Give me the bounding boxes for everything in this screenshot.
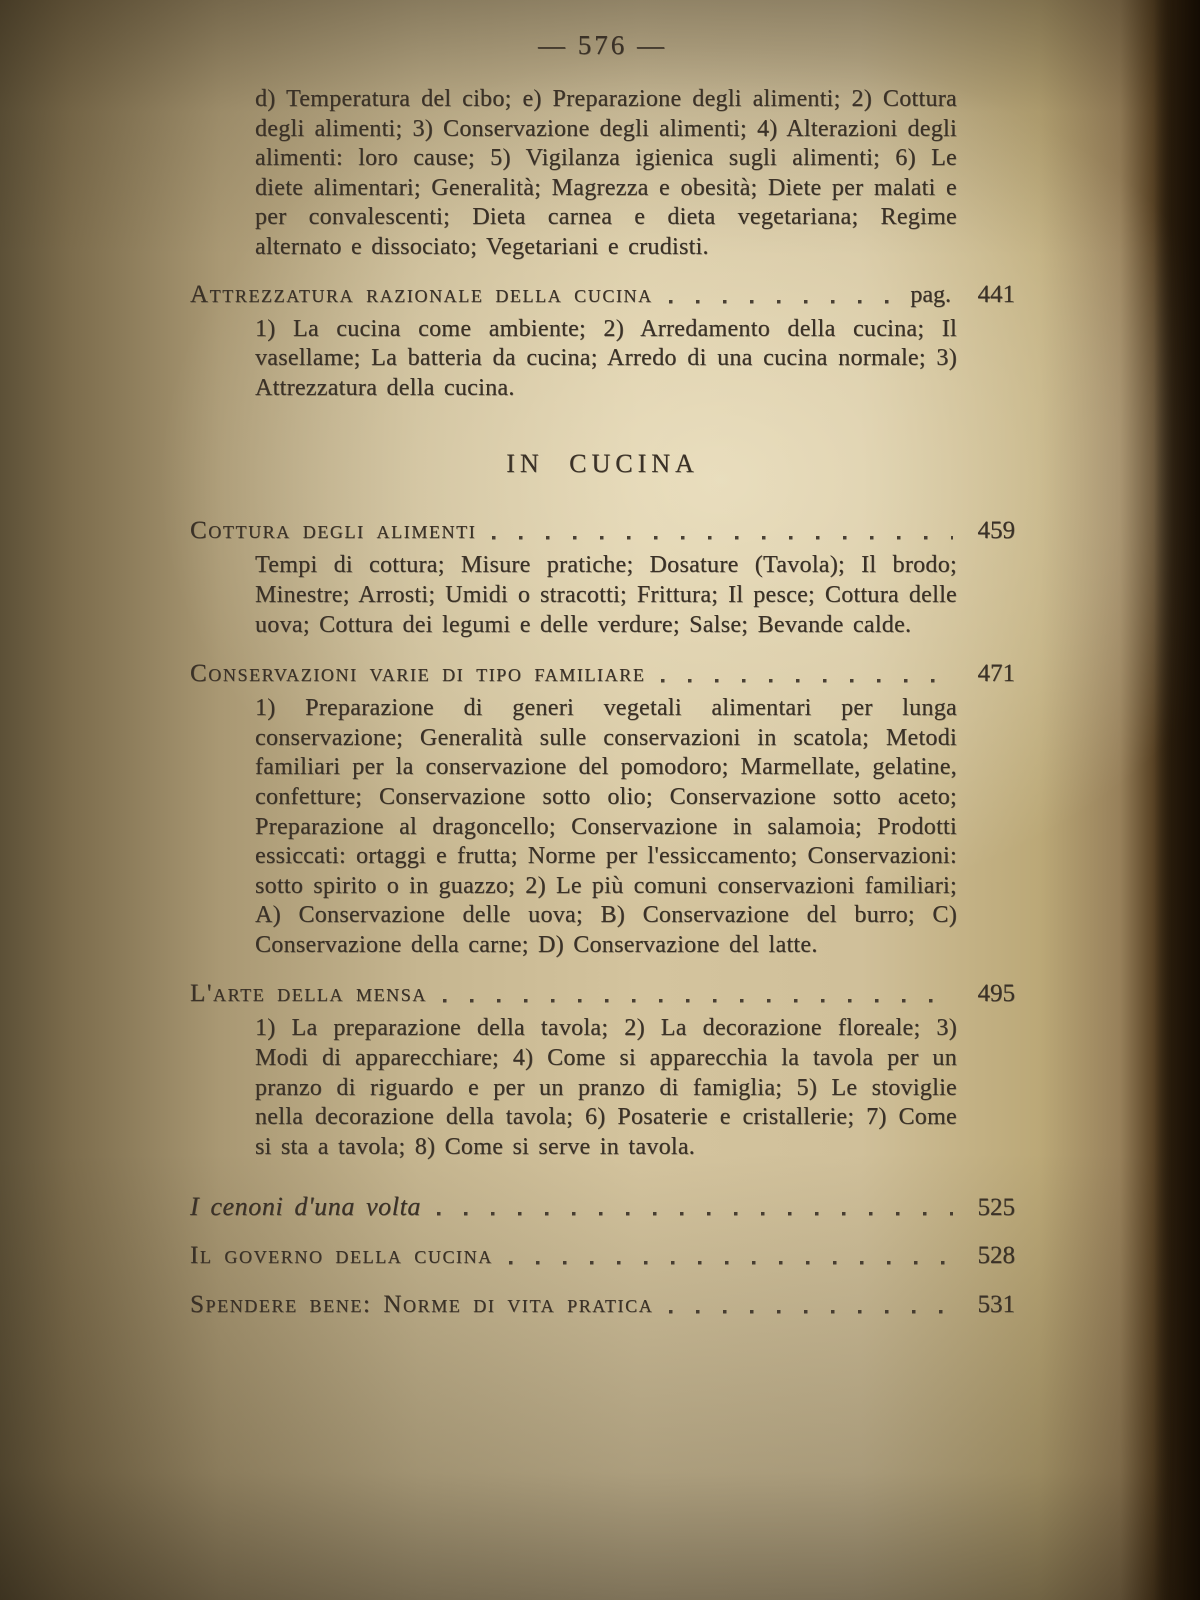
toc-entry-description: 1) Preparazione di generi vegetali alimentari per lunga conservazione; Generalità sulle conservazioni in scatola; Metodi familiari per la conservazione del pomodoro; Marmellate, gelatine, confetture; Conservazione sotto olio; Conservazione sotto aceto; Preparazione al dragoncello; Conservazione in salamoia; Prodotti essiccati: ortaggi e frutta; Norme per l'essiccamento; Conservazioni: sotto spirito o in guazzo; 2) Le più comuni conservazioni familiari; A) Conservazione delle uova; B) Conservazione del burro; C) Conservazione della carne; D) Conservazione del latte.: [255, 695, 957, 958]
toc-entry-line: [190, 517, 1015, 546]
toc-entry-page-number: 531: [977, 1291, 1015, 1319]
toc-entry-line: [190, 980, 1015, 1009]
toc-entry-title: Cottura degli alimenti: [190, 517, 477, 545]
leader-dots: [492, 517, 953, 546]
leader-dots: [437, 1193, 953, 1222]
page-prefix-label: pag.: [910, 281, 951, 308]
toc-entry-title: Conservazioni varie di tipo familiare: [190, 660, 646, 688]
toc-entry-title: L'arte della mensa: [190, 980, 427, 1008]
toc-entry: [190, 1242, 1015, 1271]
toc-entry-page-number: 441: [977, 280, 1015, 308]
toc-entry-line: [190, 1242, 1015, 1271]
intro-paragraph: d) Temperatura del cibo; e) Preparazione degli alimenti; 2) Cottura degli alimenti; 3) Conservazione degli alimenti; 4) Alterazioni degli alimenti: loro cause; 5) Vigilanza igienica sugli alimenti; 6) Le diete alimentari; Generalità; Magrezza e obesità; Diete per malati e per convalescenti; Dieta carnea e dieta vegetariana; Regime alternato e dissociato; Vegetariani e crudisti.: [255, 86, 957, 260]
leader-dots: [669, 281, 901, 310]
toc-entry-title: Spendere bene: Norme di vita pratica: [190, 1291, 654, 1319]
toc-entry-title: Il governo della cucina: [190, 1242, 493, 1270]
leader-dots: [509, 1242, 953, 1271]
toc-entry-page-number: 495: [977, 980, 1015, 1008]
toc-entry-line: [190, 281, 1015, 310]
toc-entry-line: [190, 1291, 1015, 1320]
toc-entry: [190, 980, 1015, 1162]
toc-entry-description: 1) La preparazione della tavola; 2) La decorazione floreale; 3) Modi di apparecchiare; 4) Come si apparecchia la tavola per un pranzo di riguardo e per un pranzo di famiglia; 5) Le stoviglie nella decorazione della tavola; 6) Posaterie e cristallerie; 7) Come si sta a tavola; 8) Come si serve in tavola.: [255, 1015, 957, 1160]
leader-dots: [669, 1291, 953, 1320]
toc-entry: [190, 1291, 1015, 1320]
toc-entry-page-number: 471: [977, 660, 1015, 688]
leader-dots: [661, 660, 953, 689]
toc-entry-title: Attrezzatura razionale della cucina: [190, 280, 653, 308]
toc-entry-page-number: 528: [977, 1242, 1015, 1270]
toc-entry-line: [190, 660, 1015, 689]
toc-entry-description: 1) La cucina come ambiente; 2) Arredamento della cucina; Il vasellame; La batteria da cucina; Arredo di una cucina normale; 3) Attrezzatura della cucina.: [255, 315, 957, 401]
toc-entry-description: Tempi di cottura; Misure pratiche; Dosature (Tavola); Il brodo; Minestre; Arrosti; Umidi o stracotti; Frittura; Il pesce; Cottura delle uova; Cottura dei legumi e delle verdure; Salse; Bevande calde.: [255, 552, 957, 638]
section-heading: IN CUCINA: [506, 449, 699, 479]
toc-entry-line: [190, 1192, 1015, 1222]
toc-entry-title: I cenoni d'una volta: [190, 1192, 422, 1222]
leader-dots: [443, 980, 953, 1009]
page-number-header: — 576 —: [538, 30, 667, 60]
toc-entry-page-number: 525: [977, 1194, 1015, 1222]
toc-entry: [190, 1192, 1015, 1222]
toc-entry: [190, 660, 1015, 960]
toc-entry: [190, 517, 1015, 640]
toc-entry-page-number: 459: [977, 517, 1015, 545]
toc-entry: [190, 281, 1015, 404]
